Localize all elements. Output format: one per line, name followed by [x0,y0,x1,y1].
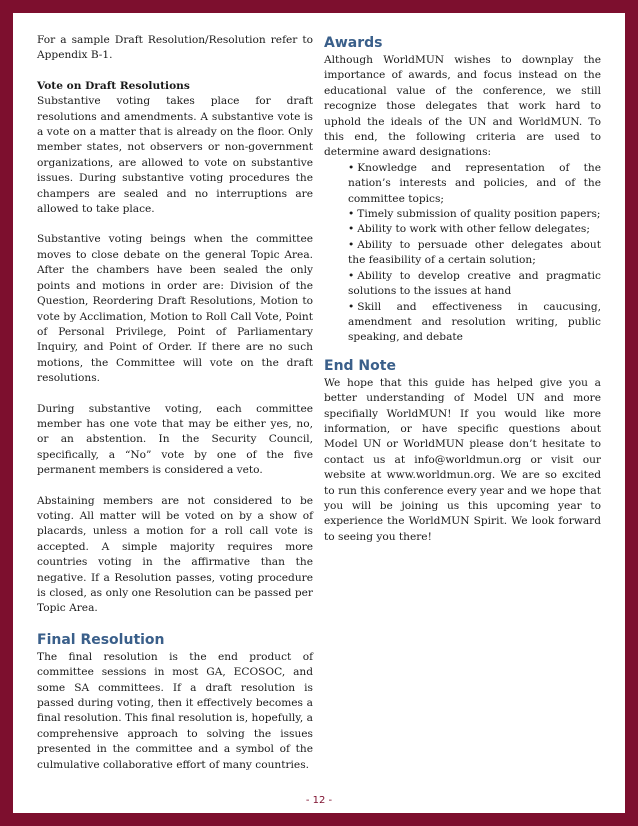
vote-paragraph-3: During substantive voting, each committee member has one vote that may be either yes, no, or an abstention. In the Security Council, specifically, a “No” vote by one of the five permanent members is considered a veto. [37,402,313,477]
vote-subheading: Vote on Draft Resolutions [37,79,190,92]
vote-section [37,79,313,218]
vote-paragraph-4: Abstaining members are not considered to be voting. All matter will be voted on by a show of placards, unless a motion for a roll call vote is accepted. A simple majority requires more countries voting in the affirmative than the negative. If a Resolution passes, voting procedure is closed, as only one Resolution can be passed per Topic Area. [37,494,313,615]
vote-paragraph-2: Substantive voting beings when the committee moves to close debate on the general Topic Area. After the chambers have been sealed the only points and motions in order are: Division of the Question, Reordering Draft Resolutions, Motion to vote by Acclimation, Motion to Roll Call Vote, Point of Personal Privilege, Point of Parliamentary Inquiry, and Point of Order. If there are no such motions, the Committee will vote on the draft resolutions. [37,233,313,385]
bullet-icon: • [348,269,355,282]
final-resolution-paragraph: The final resolution is the end product of committee sessions in most GA, ECOSOC, and some SA committees. If a draft resolution is passed during voting, then it effectively becomes a final resolution. This final resolution is, hopefully, a comprehensive approach to solving the issues presented in the committee and a symbol of the culmulative collaborative effort of many countries. [37,650,313,771]
award-criteria-list [324,161,601,346]
page-number: - 12 - [305,795,333,806]
bullet-icon: • [348,161,355,174]
vote-paragraph-1: Substantive voting takes place for draft resolutions and amendments. A substantive vote is a vote on a matter that is already on the floor. Only member states, not observers or non-government organizations, are allowed to vote on substantive issues. During substantive voting procedures the champers are sealed and no interruptions are allowed to take place. [37,95,313,216]
left-column [37,33,313,788]
document-page [13,13,625,813]
criteria-item: • Timely submission of quality position papers; [348,208,601,221]
criteria-item: • Ability to work with other fellow delegates; [348,223,590,236]
criteria-item: • Skill and effectiveness in caucusing, amendment and resolution writing, public speaking, and debate [348,300,601,344]
bullet-icon: • [348,223,355,236]
bullet-icon: • [348,300,355,313]
criteria-item: • Ability to develop creative and pragmatic solutions to the issues at hand [348,269,601,298]
right-column [324,33,601,560]
awards-paragraph: Although WorldMUN wishes to downplay the importance of awards, and focus instead on the educational value of the conference, we still recognize those delegates that work hard to uphold the ideals of the UN and WorldMUN. To this end, the following criteria are used to determine award designations: [324,54,601,159]
appendix-reference: For a sample Draft Resolution/Resolution refer to Appendix B-1. [37,34,313,62]
end-note-paragraph: We hope that this guide has helped give you a better understanding of Model UN and more specifially WorldMUN! If you would like more information, or have specific questions about Model UN or WorldMUN please don’t hesitate to contact us at info@worldmun.org or visit our website at www.worldmun.org. We are so excited to run this conference every year and we hope that you will be joining us this upcoming year to experience the WorldMUN Spirit. We look forward to seeing you there! [324,376,601,543]
criteria-item: • Knowledge and representation of the nation’s interests and policies, and of the committee topics; [348,161,601,205]
awards-heading: Awards [324,35,383,51]
end-note-heading: End Note [324,357,396,374]
bullet-icon: • [348,238,355,251]
criteria-item: • Ability to persuade other delegates about the feasibility of a certain solution; [348,238,601,267]
final-resolution-heading: Final Resolution [37,631,165,648]
bullet-icon: • [348,208,355,221]
